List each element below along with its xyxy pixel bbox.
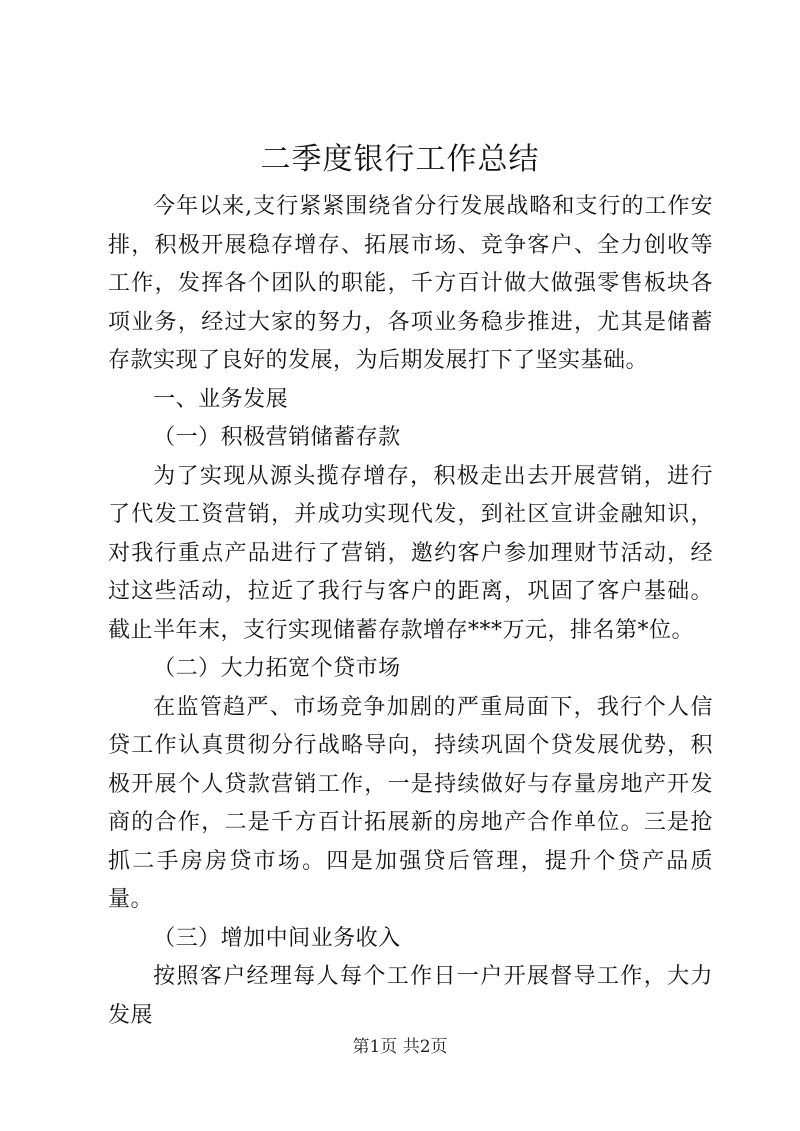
subsection-paragraph-intermediate-business: 按照客户经理每人每个工作日一户开展督导工作，大力发展	[108, 964, 713, 1028]
intro-paragraph: 今年以来,支行紧紧围绕省分行发展战略和支行的工作安排，积极开展稳存增存、拓展市场、竞争客户、全力创收等工作，发挥各个团队的职能，千方百计做大做强零售板块各项业务，经过大家的努力，各项业务稳步推进，尤其是储蓄存款实现了良好的发展，为后期发展打下了坚实基础。	[108, 194, 713, 373]
section-heading-business-development: 一、业务发展	[153, 386, 289, 412]
document-body	[108, 188, 713, 1035]
subsection-paragraph-personal-loans: 在监管趋严、市场竞争加剧的严重局面下，我行个人信贷工作认真贯彻分行战略导向，持续巩固个贷发展优势，积极开展个人贷款营销工作，一是持续做好与存量房地产开发商的合作，二是千方百计拓展新的房地产合作单位。三是抢抓二手房房贷市场。四是加强贷后管理，提升个贷产品质量。	[108, 694, 713, 912]
subsection-heading-savings-deposits: （一）积极营销储蓄存款	[153, 425, 401, 450]
subsection-heading-intermediate-business: （三）增加中间业务收入	[153, 925, 401, 951]
subsection-heading-personal-loans: （二）大力拓宽个贷市场	[153, 656, 401, 681]
subsection-paragraph-savings-deposits: 为了实现从源头揽存增存，积极走出去开展营销，进行了代发工资营销，并成功实现代发，到社区宣讲金融知识，对我行重点产品进行了营销，邀约客户参加理财节活动，经过这些活动，拉近了我行与客户的距离，巩固了客户基础。截止半年末，支行实现储蓄存款增存***万元，排名第*位。	[108, 463, 713, 643]
page-footer: 第1页 共2页	[352, 1037, 448, 1057]
document-title: 二季度银行工作总结	[260, 142, 540, 177]
